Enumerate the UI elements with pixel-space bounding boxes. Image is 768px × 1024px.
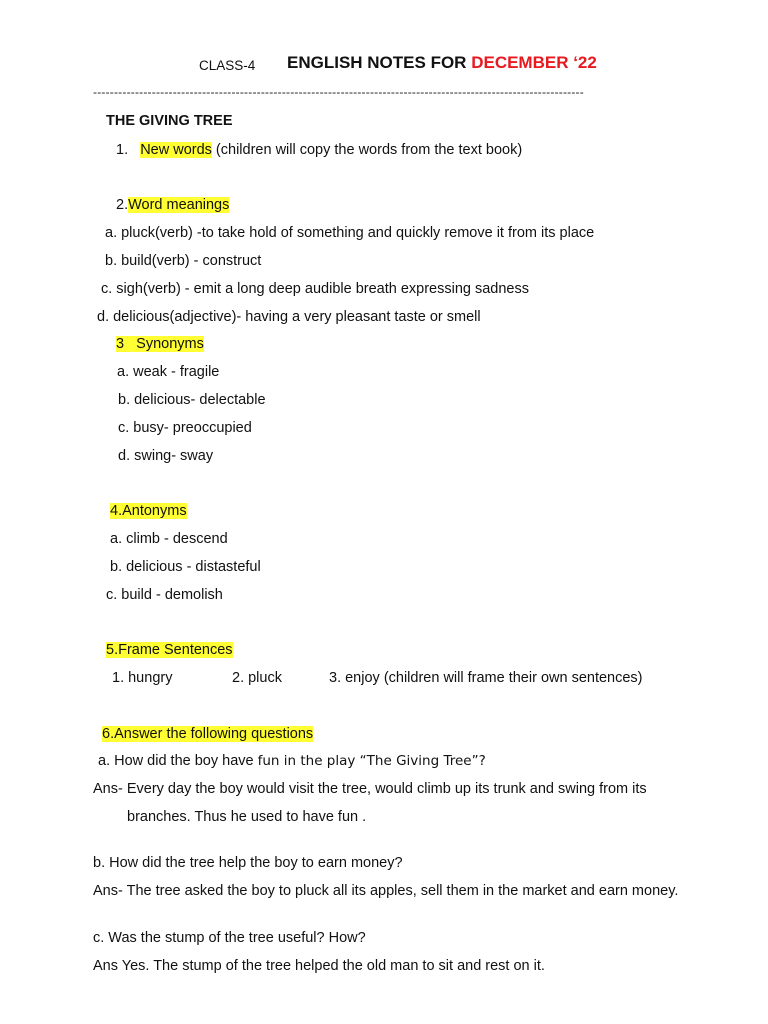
section-number: 2. [116,197,129,213]
list-item: a. climb - descend [110,531,228,547]
list-item: c. sigh(verb) - emit a long deep audible breath expressing sadness [101,281,529,297]
section-heading: 4.Antonyms [110,503,187,519]
list-item: 2. pluck [232,670,282,686]
section-heading: 5.Frame Sentences [106,642,233,658]
list-item: b. delicious - distasteful [110,559,261,575]
answer: Ans Yes. The stump of the tree helped the old man to sit and rest on it. [93,958,545,974]
page-title-prefix: ENGLISH NOTES FOR [287,53,467,72]
question [98,752,486,770]
class-label: CLASS-4 [199,58,256,73]
list-item: d. delicious(adjective)- having a very pleasant taste or smell [97,309,481,325]
list-item: c. busy- preoccupied [118,420,252,436]
section-note: (children will copy the words from the text book) [211,142,523,158]
question-suffix: fun in the play “The Giving Tree”? [257,753,486,769]
question: c. Was the stump of the tree useful? How? [93,930,366,946]
chapter-title: THE GIVING TREE [106,113,233,129]
section-new-words [116,141,522,159]
list-item: 1. hungry [112,670,173,686]
header-divider: --------------------------------------------------------------------------------------------------------------------- [93,85,584,99]
section-synonyms-heading [116,335,204,353]
section-antonyms-heading [110,502,187,520]
list-item: 3. enjoy (children will frame their own sentences) [329,670,643,686]
page-title [287,54,597,72]
section-heading: New words [140,142,212,158]
list-item: b. delicious- delectable [118,392,266,408]
list-item: a. pluck(verb) -to take hold of something and quickly remove it from its place [105,225,595,241]
page-title-month: DECEMBER ‘22 [471,53,597,72]
answer: Ans- The tree asked the boy to pluck all its apples, sell them in the market and earn money. [93,883,679,899]
section-heading: Word meanings [128,197,230,213]
section-number: 1. [116,142,129,158]
section-questions-heading [102,725,313,743]
list-item: a. weak - fragile [117,364,220,380]
answer: Ans- Every day the boy would visit the tree, would climb up its trunk and swing from its [93,781,647,797]
section-frame-sentences-heading [106,641,233,659]
list-item: d. swing- sway [118,448,214,464]
section-heading: 6.Answer the following questions [102,726,314,742]
list-item: c. build - demolish [106,587,223,603]
section-word-meanings-heading [116,196,229,214]
question: b. How did the tree help the boy to earn money? [93,855,403,871]
question-prefix: a. How did the boy have [98,753,258,769]
answer: branches. Thus he used to have fun . [127,809,367,825]
section-heading: 3 Synonyms [116,336,204,352]
list-item: b. build(verb) - construct [105,253,262,269]
